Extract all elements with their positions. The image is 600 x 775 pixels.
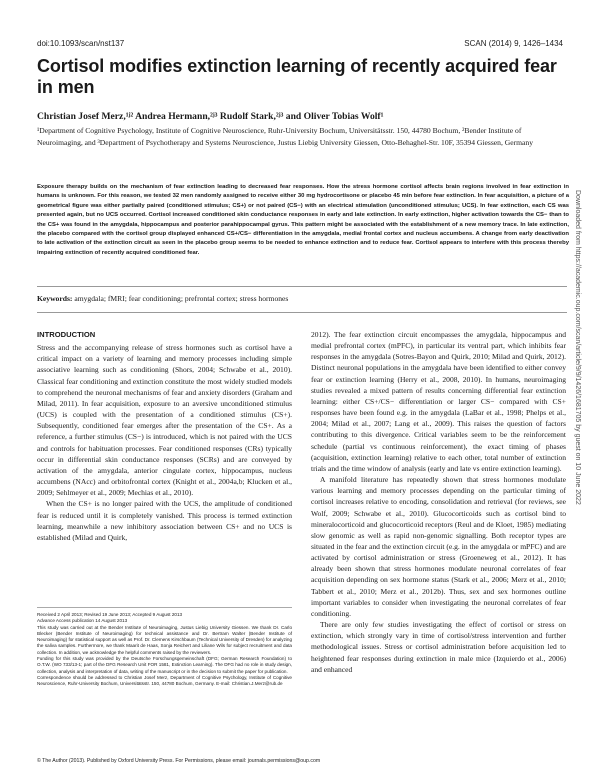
divider (37, 286, 567, 287)
left-column (37, 329, 292, 543)
journal-citation: SCAN (2014) 9, 1426–1434 (464, 39, 563, 48)
authors: Christian Josef Merz,¹ʲ² Andrea Hermann,²ʲ³ Rudolf Stark,²ʲ³ and Oliver Tobias Wolf¹ (37, 111, 384, 122)
received-note: Received 2 April 2013; Revised 19 June 2013; Accepted 9 August 2013 (37, 612, 183, 617)
body-paragraph: Stress and the accompanying release of stress hormones such as cortisol have a critical impact on a variety of learning and memory processes including simple associative learning such as conditioning (Shors, 2004; Schwabe et al., 2010). Classical fear conditioning and extinction constitute the most widely studied models to comprehend the neuronal mechanisms of fear and anxiety disorders (Graham and Milad, 2011). In fear acquisition, exposure to an aversive unconditioned stimulus (UCS) is coupled with the presentation of a conditioned stimulus (CS+). Subsequently, conditioned fear emerges after the presentation of the CS+. As a reference, a further stimulus (CS−) is introduced, which is not paired with the UCS and controls for habituation processes. Fear conditioned responses (CRs) typically occur in differential skin conductance responses (SCRs) and are conveyed by activation of the amygdala, anterior cingulate cortex, hippocampus, nucleus accumbens (NAcc) and orbitofrontal cortex (Knight et al., 2004a,b; Klucken et al., 2009; Sehlmeyer et al., 2009; Mechias et al., 2010). (37, 343, 292, 498)
footnote-divider (37, 607, 292, 608)
abstract: Exposure therapy builds on the mechanism of fear extinction leading to decreased fear responses. How the stress hormone cortisol affects brain regions involved in fear extinction in humans is unknown. For this reason, we tested 32 men randomly assigned to receive either 30 mg hydrocortisone or placebo 45 min before fear extinction. In fear acquisition, a picture of a geometrical figure was either partially paired (conditioned stimulus; CS+) or not paired (CS−) with an electrical stimulation (unconditioned stimulus; UCS). In fear extinction, each CS was presented again, but no UCS occurred. Cortisol increased conditioned skin conductance responses in early and late extinction. In early extinction, higher activation towards the CS− than to the CS+ was found in the amygdala, hippocampus and posterior parahippocampal gyrus. This pattern might be associated with the establishment of a new memory trace. In late extinction, the placebo compared with the cortisol group displayed enhanced CS+/CS− differentiation in the amygdala, medial frontal cortex and nucleus accumbens. A change from early deactivation to late activation of the extinction circuit as seen in the placebo group seems to be needed to enhance extinction and to reduce fear. Cortisol appears to interfere with this process thereby impairing extinction of recently acquired conditioned fear. (37, 184, 569, 256)
acknowledgement-note: This study was carried out at the Bender Institute of Neuroimaging, Justus Liebig University Giessen. We thank Dr. Carlo Blecker (Bender Institute of Neuroimaging) for technical assistance and Dr. Bertram Walter (Bender Institute of Neuroimaging) for statistical support as well as Prof. Dr. Clemens Kirschbaum (Technical University of Dresden) for analyzing the saliva samples. Furthermore, we thank Maarit de Haas, Sonja Reichert and Liliane Wils for subject recruitment and data collection. In addition, we acknowledge the helpful comments raised by the reviewers. (37, 624, 292, 655)
body-paragraph: When the CS+ is no longer paired with the UCS, the amplitude of conditioned fear is reduced until it is completely vanished. This process is termed extinction learning, meanwhile a new inhibitory association between CS+ and no UCS is established (Milad and Quirk, (37, 499, 292, 542)
download-watermark (572, 190, 582, 670)
keywords (37, 294, 567, 303)
article-notes (37, 612, 292, 688)
funding-note: Funding for this study was provided by the Deutsche Forschungsgemeinschaft (DFG; German Research Foundation) to O.T.W. (WO 733/13-1; part of the DFG Research Unit FOR 1581, Extinction Learning). The DFG had no role in study design, collection, analysis and interpretation of data, writing of the manuscript or in the decision to submit the paper for publication. (37, 656, 292, 674)
correspondence-note: Correspondence should be addressed to Christian Josef Merz, Department of Cognitive Psychology, Institute of Cognitive Neuroscience, Ruhr-University Bochum, Universitätsstr. 150, 44780 Bochum, Germany. E-mail: Christian.J.Merz@rub.de (37, 674, 292, 687)
body-paragraph: A manifold literature has repeatedly shown that stress hormones modulate various learning and memory processes depending on the particular timing of cortisol increases relative to encoding, consolidation and retrieval (for reviews, see Wolf, 2009; Schwabe et al., 2010). Glucocorticoids such as cortisol bind to mineralocorticoid and glucocorticoid receptors (Reul and de Kloet, 1985) mediating slow genomic as well as rapid non-genomic signalling. Both receptor types are situated in the fear and the extinction circuit (e.g. in the amygdala or mPFC) and are activated by cortisol administration or stress (Groeneweg et al., 2012). It has already been shown that stress hormones modulate neuronal correlates of fear acquisition depending on sex hormone status (Stark et al., 2006; Merz et al., 2010; Tabbert et al., 2010; Merz et al., 2012b). Thus, sex and sex hormones outline important variables to consider when investigating the neuronal correlates of fear conditioning. (311, 475, 566, 618)
keywords-label: Keywords: (37, 294, 73, 303)
body-paragraph: 2012). The fear extinction circuit encompasses the amygdala, hippocampus and medial prefrontal cortex (mPFC), in particular its ventral part, which inhibits fear responses in the amygdala (Sotres-Bayon and Quirk, 2010; Milad and Quirk, 2012). Distinct neuronal populations in the amygdala have been identified to either convey fear or extinction learning (Herry et al., 2008, 2010). In humans, neuroimaging studies revealed a mixed pattern of results concerning differential fear extinction learning: either CS+/CS− differentiation or larger CS− compared with CS+ responses have been found e.g. in the amygdala (LaBar et al., 1998; Phelps et al., 2004; Milad et al., 2007; Lang et al., 2009). This raises the question of factors contributing to this divergence. Critical variables seem to be the reinforcement schedule (partial vs continuous reinforcement), the exact timing of phases (acquisition, extinction learning) relative to each other, total number of extinction trials and the time window of analysis (early and late vs entire extinction learning). (311, 330, 566, 473)
doi: doi:10.1093/scan/nst137 (37, 39, 125, 48)
body-paragraph: There are only few studies investigating the effect of cortisol or stress on extinction, which strongly vary in time of cortisol/stress intervention and further methodological issues. Stress or cortisol administration before acquisition led to heightened fear responses during extinction in male mice (Izquierdo et al., 2006) and enhanced (311, 620, 566, 674)
download-watermark-text: Downloaded from https://academic.oup.com/scan/article/9/9/1426/1681705 by guest on 10 June 2022 (574, 190, 581, 505)
affiliations: ¹Department of Cognitive Psychology, Institute of Cognitive Neuroscience, Ruhr-University Bochum, Universitätsstr. 150, 44780 Bochum, ²Bender Institute of Neuroimaging, and ³Department of Psychotherapy and Systems Neuroscience, Justus Liebig University Giessen, Otto-Behaghel-Str. 10F, 35394 Giessen, Germany (37, 126, 534, 147)
keywords-text: amygdala; fMRI; fear conditioning; prefrontal cortex; stress hormones (74, 294, 289, 303)
section-heading-introduction: INTRODUCTION (37, 330, 96, 339)
advance-access-note: Advance Access publication 14 August 2013 (37, 618, 128, 624)
right-column (311, 329, 566, 675)
article-title: Cortisol modifies extinction learning of recently acquired fear in men (37, 56, 557, 97)
copyright-notice: © The Author (2013). Published by Oxford University Press. For Permissions, please email: journals.permissions@oup.com (37, 758, 321, 764)
divider (37, 312, 567, 313)
